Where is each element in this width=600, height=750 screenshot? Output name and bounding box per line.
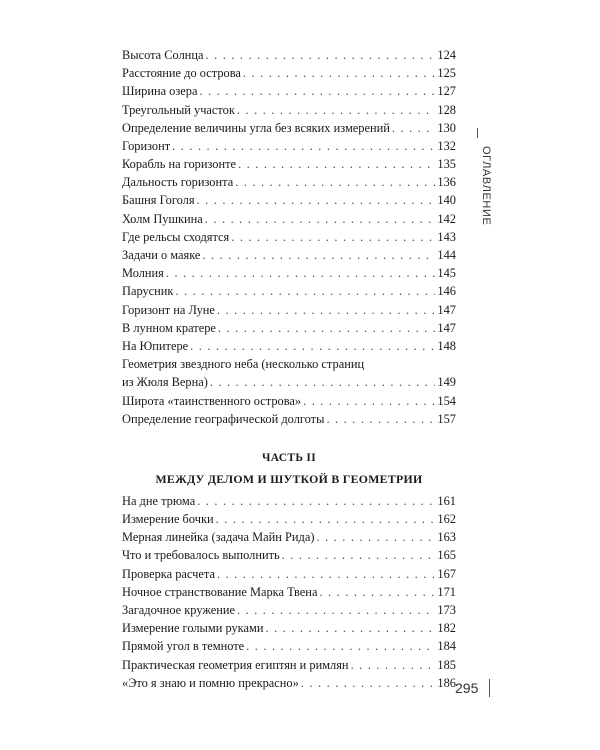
toc-entry-page: 144 [437, 248, 456, 263]
toc-entry-leader [265, 619, 435, 637]
toc-entry-leader [190, 337, 435, 355]
toc-entry-title: «Это я знаю и помню прекрасно» [122, 675, 299, 690]
toc-entry-title: Практическая геометрия египтян и римлян [122, 657, 349, 672]
toc-entry-title: Мерная линейка (задача Майн Рида) [122, 530, 315, 545]
toc-entry-page: 182 [437, 621, 456, 636]
toc-entry [122, 246, 456, 264]
toc-entry-leader [243, 64, 436, 82]
toc-entry-leader [392, 119, 436, 137]
toc-entry-page: 171 [437, 584, 456, 599]
toc-entry-page: 142 [437, 211, 456, 226]
toc-entry [122, 82, 456, 100]
toc-entry [122, 264, 456, 282]
toc-entry-leader [238, 155, 435, 173]
toc-entry [122, 101, 456, 119]
toc-entry-page: 148 [437, 338, 456, 353]
toc-entry [122, 547, 456, 565]
side-label-text: ОГЛАВЛЕНИЕ [480, 146, 492, 226]
toc-entry [122, 601, 456, 619]
toc-entry-leader [166, 264, 436, 282]
toc-entry-title: В лунном кратере [122, 320, 216, 335]
toc-entry-page: 186 [437, 675, 456, 690]
toc-entry-leader [199, 82, 435, 100]
toc-entry-title: Башня Гоголя [122, 193, 195, 208]
toc-entry-page: 136 [437, 175, 456, 190]
toc-entry-page: 132 [437, 138, 456, 153]
toc-entry-page: 128 [437, 102, 456, 117]
toc-entry-leader [246, 637, 435, 655]
toc-entry-title: Задачи о маяке [122, 248, 201, 263]
toc-entry-title: Холм Пушкина [122, 211, 203, 226]
toc-entry-page: 130 [437, 120, 456, 135]
toc-entry-title: Корабль на горизонте [122, 157, 237, 172]
toc-entry [122, 119, 456, 137]
toc-entry-leader [237, 601, 435, 619]
toc-entry [122, 619, 456, 637]
toc-entry-page: 147 [437, 302, 456, 317]
page-number-rule [489, 679, 490, 697]
toc-entry-title: Что и требовалось выполнить [122, 548, 280, 563]
side-label [476, 141, 496, 231]
toc-entry-leader [175, 282, 435, 300]
toc-entry-page: 127 [437, 84, 456, 99]
toc-entry-page: 135 [437, 157, 456, 172]
toc-entry-leader [282, 546, 436, 564]
toc-entry-title: Дальность горизонта [122, 175, 234, 190]
toc-entry [122, 301, 456, 319]
toc-entry-leader [301, 674, 436, 692]
toc-entry-page: 184 [437, 639, 456, 654]
toc-entry [122, 282, 456, 300]
toc-entry-title: Ширина озера [122, 84, 198, 99]
toc-entry-title: Определение географической долготы [122, 411, 325, 426]
toc-entry-page: 167 [437, 566, 456, 581]
toc-entry [122, 228, 456, 246]
toc-entry [122, 155, 456, 173]
toc-entry-title: Загадочное кружение [122, 603, 236, 618]
toc-entry-page: 124 [437, 47, 456, 62]
toc-entry [122, 565, 456, 583]
toc-entry-title: Высота Солнца [122, 47, 204, 62]
toc-entry-leader [319, 583, 435, 601]
part-number-heading: ЧАСТЬ II [262, 451, 316, 464]
toc-entry [122, 392, 456, 410]
toc-entry [122, 410, 456, 428]
toc-entry [122, 583, 456, 601]
toc-entry-page: 162 [437, 512, 456, 527]
toc-entry-leader [326, 410, 435, 428]
toc-entry-title: Где рельсы сходятся [122, 229, 230, 244]
toc-entry-page: 140 [437, 193, 456, 208]
toc-entry-title: Молния [122, 266, 164, 281]
toc-entry-leader [197, 191, 436, 209]
part-name-heading: МЕЖДУ ДЕЛОМ И ШУТКОЙ В ГЕОМЕТРИИ [155, 471, 423, 486]
toc-entry [122, 510, 456, 528]
toc-entry-leader [210, 373, 436, 391]
toc-entry [122, 337, 456, 355]
toc-entry [122, 674, 456, 692]
toc-entry [122, 64, 456, 82]
toc-entry-page: 157 [437, 411, 456, 426]
toc-part2-list [122, 492, 456, 692]
toc-entry-title: Прямой угол в темноте [122, 639, 245, 654]
toc-entry-title: Измерение голыми руками [122, 621, 264, 636]
table-of-contents [122, 46, 456, 692]
toc-entry-page: 165 [437, 548, 456, 563]
toc-entry-page: 149 [437, 375, 456, 390]
toc-entry-leader [231, 228, 435, 246]
toc-entry-title: Ночное странствование Марка Твена [122, 584, 318, 599]
toc-entry-title: Проверка расчета [122, 566, 215, 581]
toc-entry-page: 145 [437, 266, 456, 281]
toc-entry-title: Расстояние до острова [122, 66, 241, 81]
toc-entry-page: 154 [437, 393, 456, 408]
toc-entry-leader [218, 319, 436, 337]
toc-entry-leader [351, 656, 436, 674]
toc-entry-page: 173 [437, 603, 456, 618]
toc-entry-page: 143 [437, 229, 456, 244]
toc-entry-title: Определение величины угла без всяких измерений [122, 120, 390, 135]
toc-entry [122, 173, 456, 191]
toc-entry-page: 185 [437, 657, 456, 672]
toc-entry-leader [206, 46, 436, 64]
toc-entry-title: Парусник [122, 284, 174, 299]
toc-entry-page: 161 [437, 493, 456, 508]
toc-part1-list [122, 46, 456, 428]
toc-entry [122, 210, 456, 228]
toc-entry-page: 163 [437, 530, 456, 545]
toc-entry [122, 528, 456, 546]
side-label-rule [477, 128, 478, 138]
toc-entry-page: 125 [437, 66, 456, 81]
toc-entry-title: На дне трюма [122, 493, 196, 508]
page-number: 295 [455, 680, 479, 696]
toc-entry-title: Горизонт на Луне [122, 302, 215, 317]
toc-entry-title: На Юпитере [122, 338, 189, 353]
toc-entry-title: Широта «таинственного острова» [122, 393, 302, 408]
toc-entry [122, 656, 456, 674]
toc-entry [122, 137, 456, 155]
toc-entry-title: Геометрия звездного неба (несколько страниц [122, 357, 365, 372]
toc-entry-leader [303, 392, 435, 410]
toc-entry [122, 192, 456, 210]
toc-entry [122, 46, 456, 64]
toc-entry-leader [235, 173, 435, 191]
toc-entry-leader [217, 301, 436, 319]
toc-entry-title: Измерение бочки [122, 512, 214, 527]
toc-entry-title: Треугольный участок [122, 102, 235, 117]
toc-entry-leader [316, 528, 435, 546]
toc-entry [122, 355, 456, 391]
toc-entry-title-continued: из Жюля Верна) [122, 375, 208, 390]
toc-entry-page: 146 [437, 284, 456, 299]
toc-entry [122, 492, 456, 510]
toc-entry-page: 147 [437, 320, 456, 335]
toc-entry [122, 637, 456, 655]
toc-entry-leader [197, 492, 435, 510]
toc-entry-leader [205, 210, 436, 228]
toc-entry-title: Горизонт [122, 138, 171, 153]
toc-entry-leader [216, 510, 436, 528]
toc-entry-leader [217, 565, 435, 583]
toc-entry [122, 319, 456, 337]
toc-entry-leader [172, 137, 435, 155]
toc-entry-leader [202, 246, 435, 264]
toc-entry-leader [237, 101, 436, 119]
